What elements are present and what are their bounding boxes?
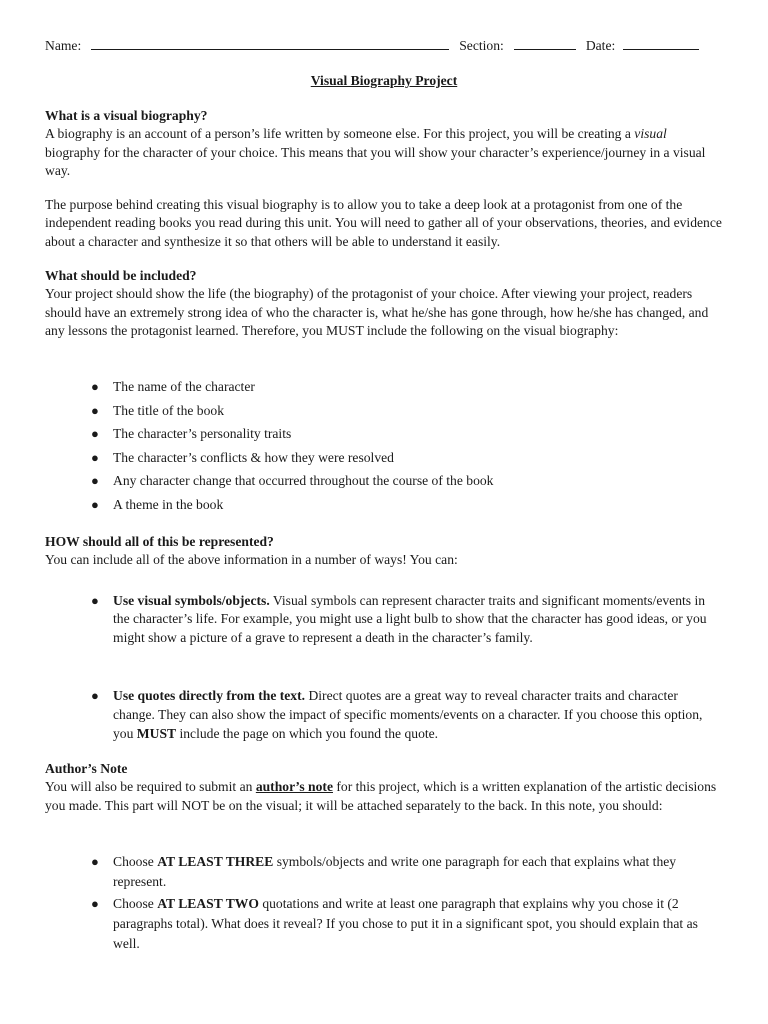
- header-line: [45, 36, 725, 55]
- what-is-paragraph-1: A biography is an account of a person’s life written by someone else. For this project, you will be creating a visual biography for the character of your choice. This means that you will show your character’s experience/journey in a visual way.: [45, 126, 706, 179]
- bullet-icon: ●: [91, 896, 99, 911]
- list-item: ● The character’s conflicts & how they were resolved: [45, 449, 725, 473]
- included-heading: What should be included?: [45, 268, 197, 283]
- author-heading: Author’s Note: [45, 761, 128, 776]
- list-item: ● The character’s personality traits: [45, 425, 725, 449]
- what-is-section: [45, 107, 725, 181]
- list-item: ● Use quotes directly from the text. Direct quotes are a great way to reveal character traits and character change. They can also show the impact of specific moments/events on a character. If you choose this option, you MUST include the page on which you found the quote.: [91, 688, 703, 741]
- section-label: Section:: [459, 38, 504, 53]
- section-blank[interactable]: [514, 36, 576, 50]
- bullet-icon: ●: [91, 688, 99, 703]
- how-list-2: [45, 686, 725, 743]
- how-section: [45, 533, 725, 570]
- how-list-1: [45, 592, 725, 647]
- included-list: [45, 378, 725, 520]
- bullet-icon: ●: [91, 496, 99, 512]
- included-section: [45, 267, 725, 341]
- list-item: ● Choose AT LEAST TWO quotations and write at least one paragraph that explains why you chose it (2 paragraphs total). What does it reveal? If you chose to put it in a significant spot, you should explain that as well.: [91, 896, 698, 951]
- page-title: Visual Biography Project: [310, 73, 458, 88]
- list-item: ● Choose AT LEAST THREE symbols/objects and write one paragraph for each that explains what they represent.: [91, 854, 677, 889]
- what-is-heading: What is a visual biography?: [45, 108, 208, 123]
- bullet-icon: ●: [91, 593, 99, 608]
- name-label: Name:: [45, 38, 82, 53]
- list-item: ● Use visual symbols/objects. Visual symbols can represent character traits and significant moments/events in the character’s life. For example, you might use a light bulb to show that the character has good ideas, or you might show a picture of a grave to represent a death in the character’s family.: [91, 593, 707, 645]
- date-blank[interactable]: [623, 36, 699, 50]
- how-heading: HOW should all of this be represented?: [45, 534, 274, 549]
- bullet-icon: ●: [91, 379, 99, 394]
- list-item: ● The name of the character: [45, 378, 725, 402]
- list-item: ● A theme in the book: [45, 496, 725, 520]
- author-paragraph: You will also be required to submit an author’s note for this project, which is a written explanation of the artistic decisions you made. This part will NOT be on the visual; it will be attached separately to the back. In this note, you should:: [45, 779, 717, 813]
- bullet-icon: ●: [91, 402, 99, 418]
- how-paragraph: You can include all of the above information in a number of ways! You can:: [45, 552, 458, 568]
- bullet-icon: ●: [91, 854, 99, 869]
- list-item: ● The title of the book: [45, 402, 725, 426]
- author-list: [45, 852, 725, 954]
- what-is-paragraph-2: The purpose behind creating this visual biography is to allow you to take a deep look at a protagonist from one of the independent reading books you read during this unit. You will need to gather all of your observations, theories, and evidence about a character and synthesize it so that others will be able to understand it easily.: [45, 197, 722, 249]
- list-item: ● Any character change that occurred throughout the course of the book: [45, 472, 725, 496]
- included-paragraph: Your project should show the life (the biography) of the protagonist of your choice. After viewing your project, readers should have an extremely strong idea of who the character is, what he/she has gone through, how he/she has changed, and any lessons the protagonist learned. Therefore, you MUST include the following on the visual biography:: [45, 286, 709, 339]
- date-label: Date:: [585, 38, 616, 53]
- bullet-icon: ●: [91, 449, 99, 465]
- name-blank[interactable]: [91, 36, 449, 50]
- bullet-icon: ●: [91, 426, 99, 442]
- bullet-icon: ●: [91, 473, 99, 489]
- author-section: [45, 760, 725, 815]
